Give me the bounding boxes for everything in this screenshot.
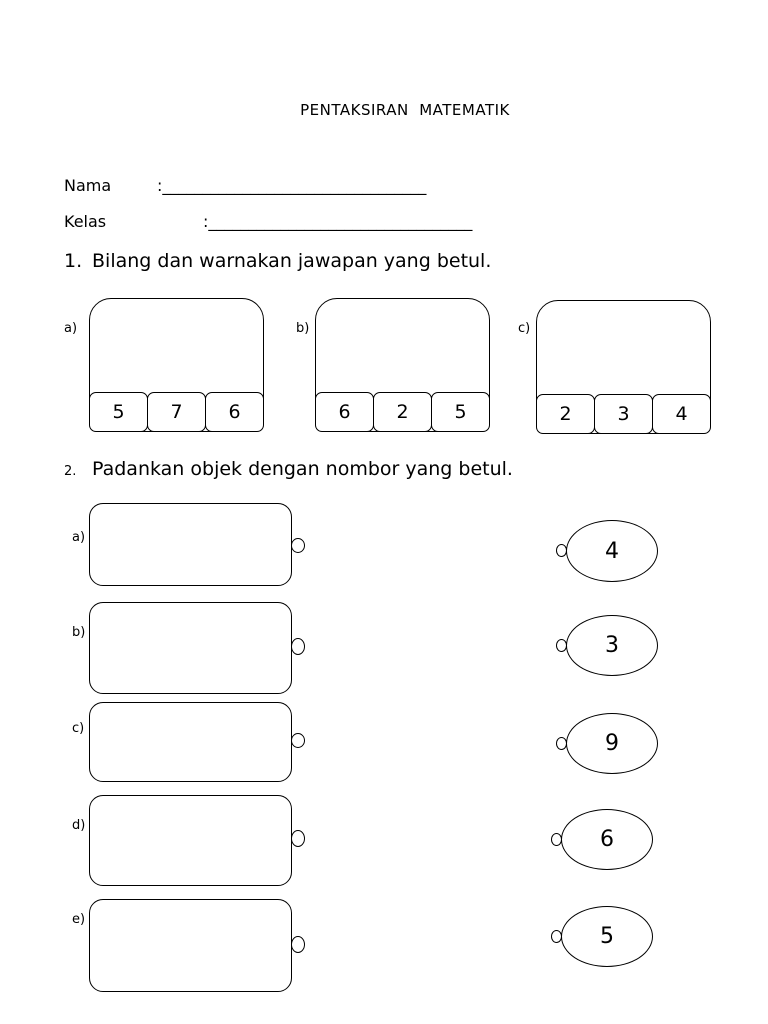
- q2-object-d-box: [89, 795, 292, 886]
- q2-object-a-box: [89, 503, 292, 586]
- q2-object-b-connector[interactable]: [291, 638, 305, 655]
- q2-number-oval: 3: [566, 615, 658, 676]
- kelas-label: Kelas: [64, 212, 107, 231]
- q1-item-b-option[interactable]: 2: [373, 392, 432, 432]
- q2-number-oval: 4: [566, 520, 658, 582]
- q1-item-a-option[interactable]: 7: [147, 392, 206, 432]
- q1-item-b-option[interactable]: 5: [431, 392, 490, 432]
- q1-item-b-label: b): [296, 321, 310, 336]
- q1-item-b-option[interactable]: 6: [315, 392, 374, 432]
- q2-object-e-box: [89, 899, 292, 992]
- q1-item-c-option[interactable]: 3: [594, 394, 653, 434]
- q2-number-oval: 5: [561, 906, 653, 967]
- q1-item-a-option[interactable]: 5: [89, 392, 148, 432]
- q2-object-c-connector[interactable]: [291, 733, 305, 748]
- question-1-number: 1.: [64, 250, 83, 272]
- kelas-field[interactable]: :_________________________________: [203, 212, 473, 231]
- question-2-number: 2.: [64, 464, 77, 479]
- q1-item-c-option[interactable]: 4: [652, 394, 711, 434]
- q1-item-a-label: a): [64, 321, 78, 336]
- q1-item-c-option[interactable]: 2: [536, 394, 595, 434]
- q2-object-e-connector[interactable]: [291, 936, 305, 953]
- q2-number-oval: 9: [566, 713, 658, 774]
- q2-object-a-connector[interactable]: [291, 538, 305, 553]
- question-2-text: Padankan objek dengan nombor yang betul.: [92, 458, 513, 480]
- q2-object-b-label: b): [72, 625, 86, 640]
- q1-item-c-label: c): [518, 321, 531, 336]
- nama-field[interactable]: :_________________________________: [157, 176, 427, 195]
- q2-object-c-label: c): [72, 721, 85, 736]
- nama-label: Nama: [64, 176, 112, 195]
- q2-object-b-box: [89, 602, 292, 694]
- q2-object-d-connector[interactable]: [291, 830, 305, 847]
- question-1-text: Bilang dan warnakan jawapan yang betul.: [92, 250, 492, 272]
- page-title: PENTAKSIRAN MATEMATIK: [300, 101, 510, 119]
- q2-object-d-label: d): [72, 818, 86, 833]
- q2-object-c-box: [89, 702, 292, 782]
- q1-item-a-option[interactable]: 6: [205, 392, 264, 432]
- q2-number-oval: 6: [561, 809, 653, 870]
- q2-object-e-label: e): [72, 912, 86, 927]
- q2-object-a-label: a): [72, 530, 86, 545]
